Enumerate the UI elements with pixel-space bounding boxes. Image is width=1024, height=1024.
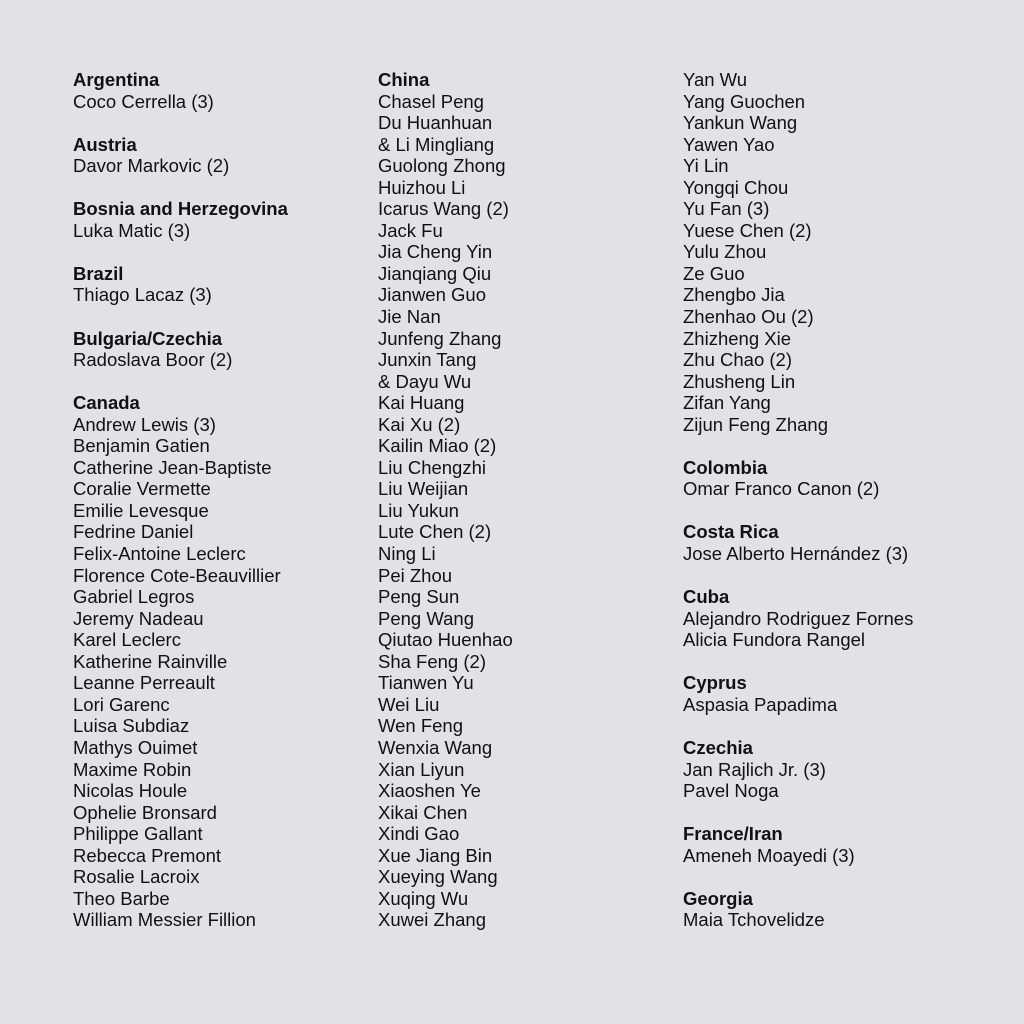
contributor-name: Gabriel Legros xyxy=(73,586,195,608)
contributor-name: Jan Rajlich Jr. (3) xyxy=(683,758,826,780)
contributor-name: Xuwei Zhang xyxy=(378,909,486,931)
contributor-name: Omar Franco Canon (2) xyxy=(683,478,880,500)
contributor-name: Nicolas Houle xyxy=(73,780,188,802)
contributor-name: Alicia Fundora Rangel xyxy=(683,629,866,651)
contributor-name: Lute Chen (2) xyxy=(378,521,492,543)
contributor-name: Kailin Miao (2) xyxy=(378,435,497,457)
country-heading: Austria xyxy=(73,133,137,155)
contributor-name: Coco Cerrella (3) xyxy=(73,90,214,112)
contributor-name: Leanne Perreault xyxy=(73,672,215,694)
country-heading: Cuba xyxy=(683,586,730,608)
contributor-name: Yongqi Chou xyxy=(683,176,789,198)
contributor-name: William Messier Fillion xyxy=(73,909,256,931)
section-spacer xyxy=(73,306,373,328)
contributor-name: & Li Mingliang xyxy=(378,133,495,155)
contributor-name: Jie Nan xyxy=(378,306,441,328)
contributor-name: Yuese Chen (2) xyxy=(683,219,812,241)
credits-column-2 xyxy=(378,69,678,931)
contributor-name: Jianwen Guo xyxy=(378,284,486,306)
contributor-name: Junfeng Zhang xyxy=(378,327,502,349)
contributor-name: Rosalie Lacroix xyxy=(73,866,200,888)
contributor-name: Xue Jiang Bin xyxy=(378,844,493,866)
country-heading: Brazil xyxy=(73,262,124,284)
contributor-name: Huizhou Li xyxy=(378,176,466,198)
contributor-name: Xueying Wang xyxy=(378,866,498,888)
contributor-name: Liu Weijian xyxy=(378,478,469,500)
country-heading: Bosnia and Herzegovina xyxy=(73,198,288,220)
country-heading: China xyxy=(378,69,430,90)
contributor-name: Lori Garenc xyxy=(73,693,170,715)
country-heading: Argentina xyxy=(73,69,160,90)
contributor-name: Tianwen Yu xyxy=(378,672,474,694)
credits-column-3 xyxy=(683,69,983,931)
contributor-name: Karel Leclerc xyxy=(73,629,181,651)
contributor-name: Aspasia Papadima xyxy=(683,693,838,715)
section-spacer xyxy=(683,435,983,457)
section-spacer xyxy=(73,177,373,199)
contributor-name: Thiago Lacaz (3) xyxy=(73,284,212,306)
contributor-name: Katherine Rainville xyxy=(73,650,228,672)
contributor-name: Zhusheng Lin xyxy=(683,370,796,392)
contributor-name: Kai Xu (2) xyxy=(378,413,461,435)
country-heading: Georgia xyxy=(683,887,753,909)
contributor-name: Liu Chengzhi xyxy=(378,456,486,478)
contributor-name: Xindi Gao xyxy=(378,823,460,845)
contributor-name: Yawen Yao xyxy=(683,133,775,155)
contributor-name: Wen Feng xyxy=(378,715,464,737)
contributor-name: Peng Wang xyxy=(378,607,474,629)
country-heading: Canada xyxy=(73,392,140,414)
contributor-name: Ze Guo xyxy=(683,262,745,284)
contributor-name: Kai Huang xyxy=(378,392,465,414)
contributor-name: Rebecca Premont xyxy=(73,844,222,866)
contributor-name: Yu Fan (3) xyxy=(683,198,770,220)
contributor-name: Felix-Antoine Leclerc xyxy=(73,543,246,565)
contributor-name: Icarus Wang (2) xyxy=(378,198,509,220)
contributor-name: Theo Barbe xyxy=(73,887,170,909)
contributor-name: Zhu Chao (2) xyxy=(683,349,792,371)
contributor-name: Coralie Vermette xyxy=(73,478,211,500)
contributor-name: Emilie Levesque xyxy=(73,499,209,521)
contributor-name: Xiaoshen Ye xyxy=(378,780,481,802)
contributor-name: Xikai Chen xyxy=(378,801,468,823)
contributor-name: Peng Sun xyxy=(378,586,460,608)
contributor-name: Jeremy Nadeau xyxy=(73,607,204,629)
contributor-name: Catherine Jean-Baptiste xyxy=(73,456,272,478)
contributor-name: Jia Cheng Yin xyxy=(378,241,493,263)
contributor-name: Yan Wu xyxy=(683,69,748,90)
contributor-name: Luisa Subdiaz xyxy=(73,715,190,737)
country-heading: France/Iran xyxy=(683,823,783,845)
contributor-name: Zhengbo Jia xyxy=(683,284,785,306)
country-heading: Colombia xyxy=(683,456,768,478)
country-heading: Costa Rica xyxy=(683,521,779,543)
contributor-name: Chasel Peng xyxy=(378,90,484,112)
contributor-name: Pavel Noga xyxy=(683,780,779,802)
contributor-name: Radoslava Boor (2) xyxy=(73,349,233,371)
country-heading: Cyprus xyxy=(683,672,747,694)
contributor-name: Zhenhao Ou (2) xyxy=(683,306,814,328)
section-spacer xyxy=(683,565,983,587)
contributor-name: Jack Fu xyxy=(378,219,443,241)
contributor-name: Wenxia Wang xyxy=(378,736,493,758)
contributor-name: Philippe Gallant xyxy=(73,823,203,845)
contributor-name: Zijun Feng Zhang xyxy=(683,413,829,435)
contributor-name: Benjamin Gatien xyxy=(73,435,210,457)
section-spacer xyxy=(73,371,373,393)
contributor-name: Pei Zhou xyxy=(378,564,453,586)
contributor-name: & Dayu Wu xyxy=(378,370,472,392)
section-spacer xyxy=(73,112,373,134)
contributor-name: Mathys Ouimet xyxy=(73,736,198,758)
contributor-name: Jose Alberto Hernández (3) xyxy=(683,543,909,565)
contributor-name: Xuqing Wu xyxy=(378,887,469,909)
contributor-name: Alejandro Rodriguez Fornes xyxy=(683,607,914,629)
contributor-name: Ophelie Bronsard xyxy=(73,801,217,823)
contributor-name: Zifan Yang xyxy=(683,392,771,414)
contributor-name: Guolong Zhong xyxy=(378,155,506,177)
section-spacer xyxy=(683,651,983,673)
section-spacer xyxy=(683,500,983,522)
contributor-name: Maxime Robin xyxy=(73,758,192,780)
contributor-name: Yankun Wang xyxy=(683,112,798,134)
contributor-name: Xian Liyun xyxy=(378,758,465,780)
contributor-name: Florence Cote-Beauvillier xyxy=(73,564,281,586)
contributor-name: Luka Matic (3) xyxy=(73,219,191,241)
contributor-name: Du Huanhuan xyxy=(378,112,493,134)
contributor-name: Zhizheng Xie xyxy=(683,327,791,349)
contributor-name: Davor Markovic (2) xyxy=(73,155,230,177)
country-heading: Czechia xyxy=(683,736,753,758)
credits-column-1 xyxy=(73,69,373,931)
contributor-name: Yi Lin xyxy=(683,155,729,177)
contributor-name: Junxin Tang xyxy=(378,349,477,371)
contributor-name: Sha Feng (2) xyxy=(378,650,486,672)
contributor-name: Yulu Zhou xyxy=(683,241,767,263)
contributor-name: Ameneh Moayedi (3) xyxy=(683,844,855,866)
contributor-name: Wei Liu xyxy=(378,693,440,715)
contributor-name: Qiutao Huenhao xyxy=(378,629,513,651)
contributor-name: Ning Li xyxy=(378,543,436,565)
contributor-name: Yang Guochen xyxy=(683,90,806,112)
section-spacer xyxy=(73,241,373,263)
contributor-name: Maia Tchovelidze xyxy=(683,909,825,931)
section-spacer xyxy=(683,866,983,888)
section-spacer xyxy=(683,715,983,737)
contributor-name: Jianqiang Qiu xyxy=(378,262,492,284)
contributor-name: Andrew Lewis (3) xyxy=(73,413,216,435)
contributor-name: Liu Yukun xyxy=(378,499,459,521)
section-spacer xyxy=(683,802,983,824)
country-heading: Bulgaria/Czechia xyxy=(73,327,223,349)
contributor-name: Fedrine Daniel xyxy=(73,521,194,543)
